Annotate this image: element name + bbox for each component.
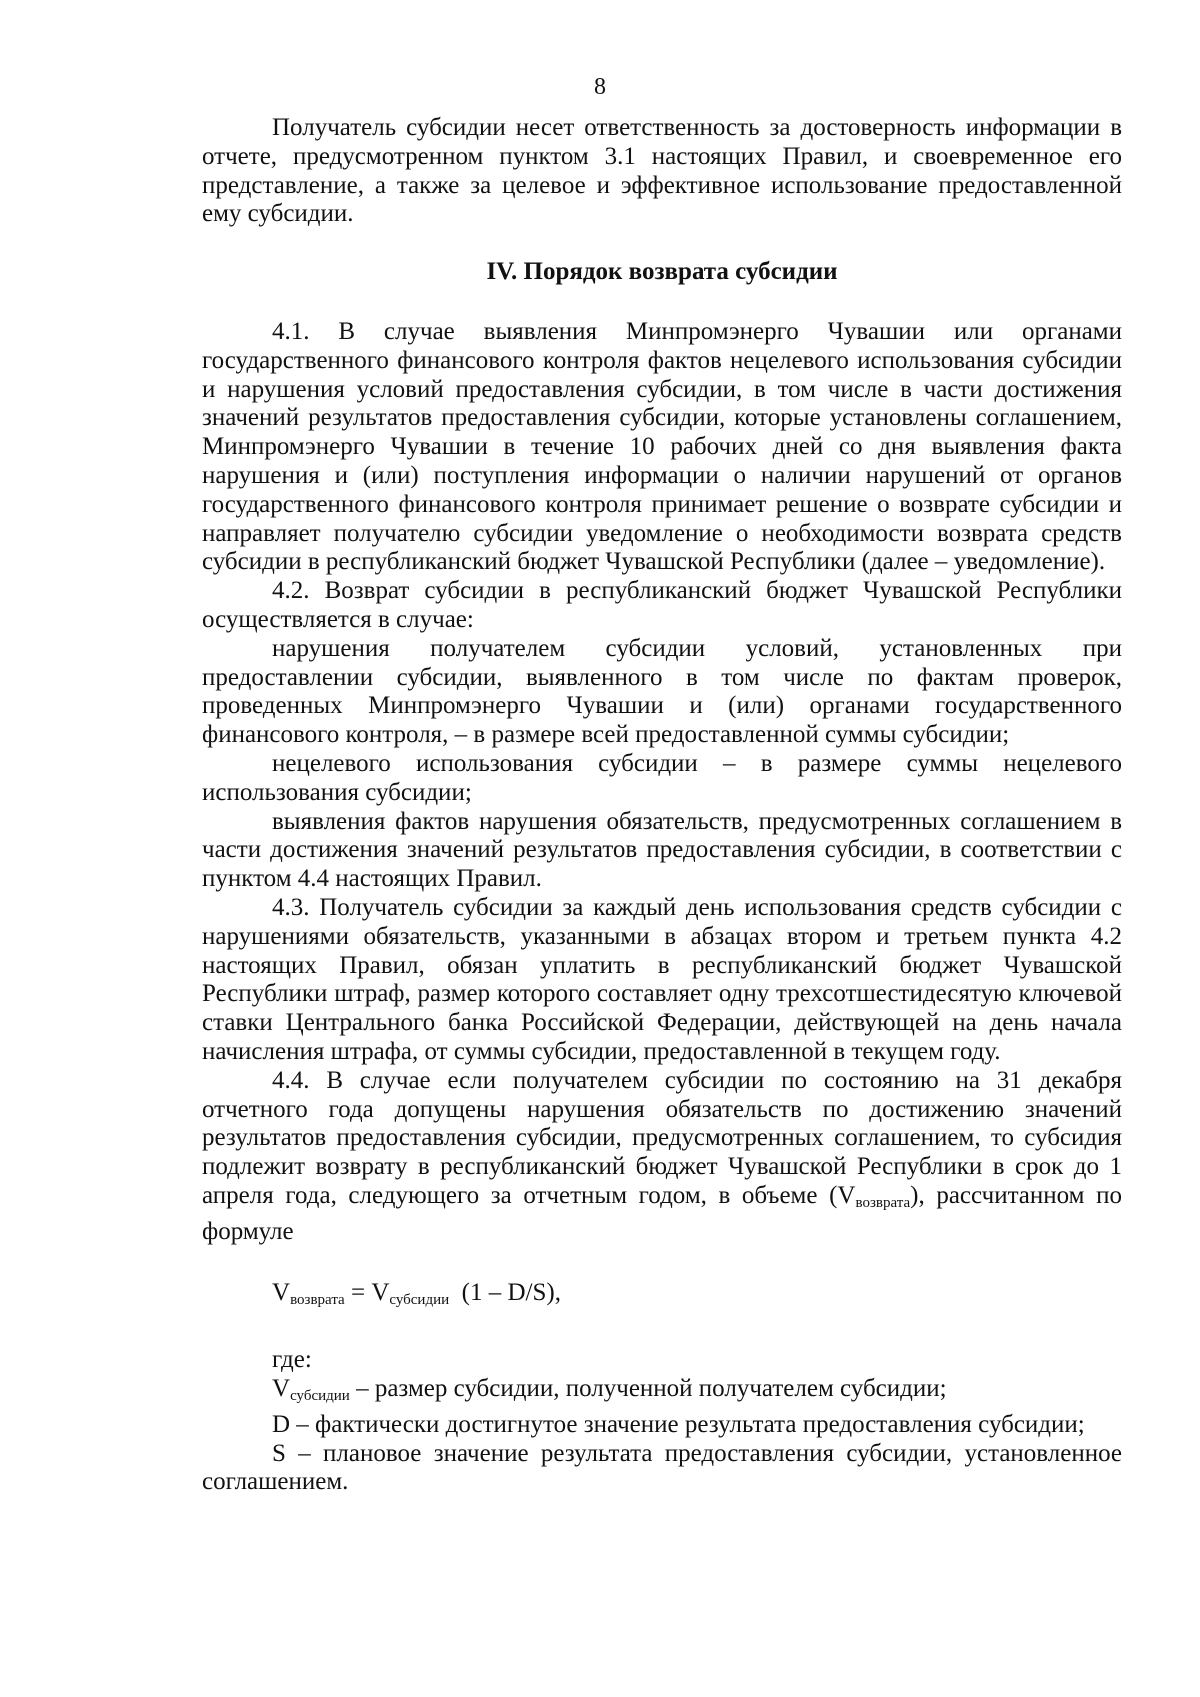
formula-equals: = V xyxy=(344,1279,390,1307)
definitions-where: где: xyxy=(272,1346,312,1374)
paragraph-4-2-case-c: выявления фактов нарушения обязательств, предусмотренных соглашением в части достижения значений результатов предоставления субсидии, в соответствии с пунктом 4.4 настоящих Правил. xyxy=(202,807,1122,893)
paragraph-4-4-text-end: ), рассчитанном по формуле xyxy=(202,1181,1123,1245)
section-heading: IV. Порядок возврата субсидии xyxy=(486,258,838,286)
formula xyxy=(272,1279,1122,1315)
definition-s: S – плановое значение результата предоставления субсидии, установленное соглашением. xyxy=(202,1439,1122,1496)
formula-rest: (1 – D/S), xyxy=(449,1279,561,1307)
definition-v-letter: V xyxy=(272,1375,291,1403)
formula-subsidy-subscript: субсидии xyxy=(389,1292,450,1309)
formula-v-subscript: возврата xyxy=(290,1292,345,1309)
paragraph-4-1: 4.1. В случае выявления Минпромэнерго Чувашии или органами государственного финансового контроля фактов нецелевого использования субсидии и нарушения условий предоставления субсидии, в том числе в части достижения значений результатов предоставления субсидии, которые установлены соглашением, Минпромэнерго Чувашии в течение 10 рабочих дней со дня выявления факта нарушения и (или) поступления информации о наличии нарушений от органов государственного финансового контроля принимает решение о возврате субсидии и направляет получателю субсидии уведомление о необходимости возврата средств субсидии в республиканский бюджет Чувашской Республики (далее – уведомление). xyxy=(202,317,1122,576)
paragraph-4-4-subscript: возврата xyxy=(855,1194,911,1211)
paragraph-4-2: 4.2. Возврат субсидии в республиканский бюджет Чувашской Республики осуществляется в случае: xyxy=(202,577,1122,633)
paragraph-4-3: 4.3. Получатель субсидии за каждый день использования средств субсидии с нарушениями обязательств, указанными в абзацах втором и третьем пункта 4.2 настоящих Правил, обязан уплатить в республиканский бюджет Чувашской Республики штраф, размер которого составляет одну трехсотшестидесятую ключевой ставки Центрального банка Российской Федерации, действующей на день начала начисления штрафа, от суммы субсидии, предоставленной в текущем году. xyxy=(202,893,1122,1065)
definition-v-text: – размер субсидии, полученной получателем субсидии; xyxy=(349,1375,947,1403)
formula-v: V xyxy=(272,1279,291,1307)
definition-v-subscript: субсидии xyxy=(290,1388,350,1405)
document-body xyxy=(202,114,1122,1497)
paragraph-recipient-responsibility: Получатель субсидии несет ответственность за достоверность информации в отчете, предусмотренном пунктом 3.1 настоящих Правил, и своевременное его представление, а также за целевое и эффективное использование предоставленной ему субсидии. xyxy=(202,114,1122,228)
paragraph-4-2-case-a: нарушения получателем субсидии условий, установленных при предоставлении субсидии, выявленного в том числе по фактам проверок, проведенных Минпромэнерго Чувашии и (или) органами государственного финансового контроля, – в размере всей предоставленной суммы субсидии; xyxy=(202,634,1122,749)
definition-v xyxy=(202,1375,1122,1411)
paragraph-4-2-case-b: нецелевого использования субсидии – в размере суммы нецелевого использования субсидии; xyxy=(202,749,1122,806)
definition-d: D – фактически достигнутое значение результата предоставления субсидии; xyxy=(272,1410,1085,1438)
page-number: 8 xyxy=(594,74,606,100)
paragraph-4-4 xyxy=(202,1067,1122,1247)
paragraph-4-4-text: 4.4. В случае если получателем субсидии по состоянию на 31 декабря отчетного года допущены нарушения обязательств по достижению значений результатов предоставления субсидии, предусмотренных соглашением, то субсидия подлежит возврату в республиканский бюджет Чувашской Республики в срок до 1 апреля года, следующего за отчетным годом, в объеме (V xyxy=(202,1066,1122,1209)
